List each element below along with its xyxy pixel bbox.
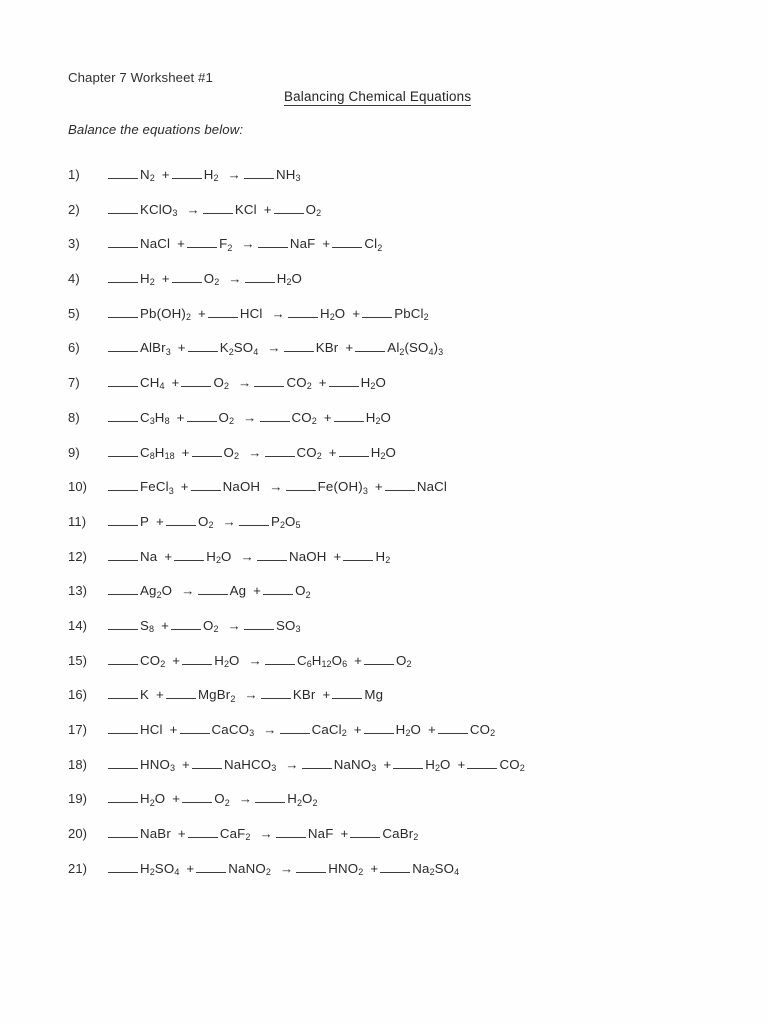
reaction-arrow-icon: → (227, 167, 241, 182)
coefficient-blank[interactable] (332, 687, 362, 699)
chemical-formula: $O_2$ (295, 583, 311, 600)
coefficient-blank[interactable] (108, 236, 138, 248)
plus-sign: + (370, 860, 379, 876)
chemical-formula: $F_2$ (219, 236, 233, 253)
equation-body (108, 574, 316, 609)
equation-number: 4) (68, 271, 80, 287)
chemical-formula: CaCO$_3$ (211, 722, 255, 739)
equation-body (108, 748, 530, 783)
coefficient-blank[interactable] (108, 791, 138, 803)
coefficient-blank[interactable] (362, 306, 392, 318)
equation-number: 7) (68, 375, 80, 391)
coefficient-blank[interactable] (329, 375, 359, 387)
coefficient-blank[interactable] (108, 826, 138, 838)
equation-body (108, 505, 306, 540)
chemical-formula: $CO_2$ (296, 444, 322, 461)
chemical-formula: NaOH (288, 548, 327, 564)
plus-sign: + (354, 652, 363, 668)
plus-sign: + (161, 167, 170, 182)
chemical-formula: $Pb(OH)_2$ (140, 305, 191, 323)
coefficient-blank[interactable] (108, 201, 138, 213)
chemical-formula: $H_2O$ (319, 305, 346, 323)
chemical-formula: FeCl$_3$ (140, 479, 174, 496)
equation-row (0, 366, 768, 401)
coefficient-blank[interactable] (244, 618, 274, 630)
chemical-formula: $CO_2$ (140, 652, 166, 669)
chemical-formula: $N_2$ (140, 167, 155, 184)
reaction-arrow-icon: → (228, 271, 242, 287)
plus-sign: + (156, 513, 164, 529)
chemical-formula: NaF (289, 236, 316, 252)
chemical-formula: $C_8H_{18}$ (140, 444, 175, 461)
coefficient-blank[interactable] (302, 756, 332, 768)
chemical-formula: Mg (364, 687, 384, 703)
coefficient-blank[interactable] (393, 756, 423, 768)
equation-row (0, 748, 768, 783)
plus-sign: + (318, 375, 327, 391)
chemical-formula: NaF (307, 826, 334, 842)
chemical-formula: HCl (239, 305, 263, 321)
chemical-formula: $O_2$ (218, 409, 235, 427)
plus-sign: + (176, 409, 185, 425)
coefficient-blank[interactable] (385, 479, 415, 491)
equation-row (0, 227, 768, 262)
equation-row (0, 470, 768, 505)
chemical-formula: HCl (140, 722, 163, 737)
plus-sign: + (322, 687, 331, 703)
coefficient-blank[interactable] (192, 444, 222, 456)
coefficient-blank[interactable] (261, 687, 291, 699)
chemical-formula: NaBr (140, 826, 171, 842)
reaction-arrow-icon: → (259, 826, 273, 842)
coefficient-blank[interactable] (192, 756, 222, 768)
reaction-arrow-icon: → (238, 375, 252, 391)
coefficient-blank[interactable] (108, 167, 138, 179)
chemical-formula: $C_3H_8$ (140, 409, 170, 427)
plus-sign: + (345, 340, 354, 356)
coefficient-blank[interactable] (180, 722, 210, 734)
plus-sign: + (164, 548, 173, 564)
equation-number: 1) (68, 167, 80, 182)
chemical-formula: $O_2$ (223, 444, 240, 461)
chemical-formula: K (140, 687, 150, 703)
coefficient-blank[interactable] (172, 167, 202, 179)
coefficient-blank[interactable] (296, 861, 326, 873)
chemical-formula: NaHCO$_3$ (223, 756, 277, 774)
chemical-formula: PbCl$_2$ (394, 305, 429, 323)
coefficient-blank[interactable] (108, 410, 138, 422)
equation-body (108, 227, 387, 262)
plus-sign: + (198, 305, 206, 321)
coefficient-blank[interactable] (188, 340, 218, 352)
chemical-formula: $H_2SO_4$ (140, 860, 180, 878)
chemical-formula: $H_2$ (203, 167, 219, 184)
coefficient-blank[interactable] (350, 826, 380, 838)
equation-body (108, 262, 307, 297)
chemical-formula: $H_2O_2$ (287, 791, 318, 808)
coefficient-blank[interactable] (166, 687, 196, 699)
plus-sign: + (186, 860, 195, 876)
equation-number: 21) (68, 860, 88, 876)
plus-sign: + (169, 722, 178, 737)
coefficient-blank[interactable] (108, 514, 138, 526)
chemical-formula: CaCl$_2$ (311, 722, 347, 739)
coefficient-blank[interactable] (239, 514, 269, 526)
equation-number: 10) (68, 479, 88, 495)
coefficient-blank[interactable] (191, 479, 221, 491)
chemical-formula: $P_2O_5$ (270, 513, 301, 531)
coefficient-blank[interactable] (339, 444, 369, 456)
chemical-formula: $H_2O$ (425, 756, 451, 774)
equation-body (108, 540, 395, 575)
coefficient-blank[interactable] (260, 410, 290, 422)
coefficient-blank[interactable] (108, 583, 138, 595)
chemical-formula: $O_2$ (213, 375, 229, 392)
chemical-formula: $H_2O$ (395, 722, 421, 739)
chemical-formula: $Al_2(SO_4)_3$ (387, 340, 444, 357)
plus-sign: + (457, 756, 466, 772)
equation-number: 9) (68, 444, 80, 460)
coefficient-blank[interactable] (257, 548, 287, 560)
coefficient-blank[interactable] (182, 652, 212, 664)
coefficient-blank[interactable] (286, 479, 316, 491)
page-header (68, 70, 708, 104)
plus-sign: + (171, 375, 180, 391)
plus-sign: + (323, 409, 332, 425)
plus-sign: + (427, 722, 436, 737)
chemical-formula: $S_8$ (140, 617, 155, 635)
equation-body (108, 331, 448, 366)
equation-list (0, 158, 768, 886)
equation-number: 12) (68, 548, 88, 564)
chemical-formula: $H_2O$ (370, 444, 397, 461)
equation-row (0, 540, 768, 575)
chemical-formula: $H_2O$ (360, 375, 386, 392)
coefficient-blank[interactable] (171, 618, 201, 630)
coefficient-blank[interactable] (108, 444, 138, 456)
chemical-formula: $H_2$ (375, 548, 391, 565)
coefficient-blank[interactable] (108, 479, 138, 491)
coefficient-blank[interactable] (280, 722, 310, 734)
coefficient-blank[interactable] (288, 306, 318, 318)
coefficient-blank[interactable] (364, 722, 394, 734)
coefficient-blank[interactable] (203, 201, 233, 213)
coefficient-blank[interactable] (274, 201, 304, 213)
equation-row (0, 782, 768, 817)
plus-sign: + (177, 340, 186, 356)
reaction-arrow-icon: → (285, 756, 299, 772)
equation-body (108, 401, 396, 436)
equation-row (0, 401, 768, 436)
equation-row (0, 852, 768, 887)
coefficient-blank[interactable] (380, 861, 410, 873)
chemical-formula: $HNO_2$ (328, 860, 364, 878)
equation-body (108, 470, 452, 505)
coefficient-blank[interactable] (255, 791, 285, 803)
coefficient-blank[interactable] (364, 652, 394, 664)
coefficient-blank[interactable] (187, 410, 217, 422)
chemical-formula: NaNO$_2$ (228, 860, 271, 878)
reaction-arrow-icon: → (279, 860, 294, 876)
reaction-arrow-icon: → (271, 305, 285, 321)
equation-body (108, 644, 417, 679)
equation-row (0, 436, 768, 471)
equation-row (0, 505, 768, 540)
equation-row (0, 262, 768, 297)
reaction-arrow-icon: → (244, 687, 258, 703)
coefficient-blank[interactable] (108, 340, 138, 352)
coefficient-blank[interactable] (263, 583, 293, 595)
worksheet-label: Chapter 7 Worksheet #1 (68, 70, 213, 85)
chemical-formula: CaF$_2$ (219, 826, 251, 843)
chemical-formula: $H_2O$ (214, 652, 240, 669)
coefficient-blank[interactable] (334, 410, 364, 422)
coefficient-blank[interactable] (108, 652, 138, 664)
chemical-formula: CaBr$_2$ (382, 826, 419, 843)
coefficient-blank[interactable] (108, 756, 138, 768)
plus-sign: + (340, 826, 349, 842)
chemical-formula: $K_2SO_4$ (219, 340, 259, 357)
coefficient-blank[interactable] (265, 444, 295, 456)
equation-number: 6) (68, 340, 80, 356)
equation-row (0, 817, 768, 852)
chemical-formula: NaNO$_3$ (333, 756, 377, 774)
chemical-formula: $Cl_2$ (364, 236, 383, 253)
coefficient-blank[interactable] (188, 826, 218, 838)
plus-sign: + (177, 236, 186, 252)
chemical-formula: $H_2O$ (276, 271, 302, 288)
plus-sign: + (180, 479, 189, 495)
coefficient-blank[interactable] (332, 236, 362, 248)
plus-sign: + (383, 756, 392, 772)
chemical-formula: $CO_2$ (469, 722, 496, 739)
chemical-formula: $O_2$ (214, 791, 230, 808)
chemical-formula: $Fe(OH)_3$ (317, 479, 368, 496)
chemical-formula: $Na_2SO_4$ (412, 860, 460, 878)
equation-number: 16) (68, 687, 88, 703)
coefficient-blank[interactable] (258, 236, 288, 248)
reaction-arrow-icon: → (241, 236, 255, 252)
coefficient-blank[interactable] (265, 652, 295, 664)
chemical-formula: KBr (292, 687, 316, 703)
plus-sign: + (333, 548, 342, 564)
equation-number: 3) (68, 236, 80, 252)
coefficient-blank[interactable] (438, 722, 468, 734)
chemical-formula: $NH_3$ (275, 167, 301, 184)
coefficient-blank[interactable] (244, 167, 274, 179)
equation-number: 14) (68, 617, 88, 633)
reaction-arrow-icon: → (267, 340, 281, 356)
equation-row (0, 678, 768, 713)
reaction-arrow-icon: → (181, 583, 195, 599)
reaction-arrow-icon: → (238, 791, 253, 807)
coefficient-blank[interactable] (208, 306, 238, 318)
reaction-arrow-icon: → (248, 652, 262, 668)
chemical-formula: NaCl (416, 479, 447, 495)
coefficient-blank[interactable] (254, 375, 284, 387)
reaction-arrow-icon: → (263, 722, 277, 737)
equation-number: 8) (68, 409, 80, 425)
chemical-formula: $O_2$ (197, 513, 214, 531)
plus-sign: + (353, 722, 362, 737)
chemical-formula: $C_6H_{12}O_6$ (296, 652, 348, 669)
instruction-text: Balance the equations below: (68, 122, 244, 137)
equation-number: 13) (68, 583, 88, 599)
reaction-arrow-icon: → (269, 479, 283, 495)
chemical-formula: $O_2$ (203, 271, 220, 288)
coefficient-blank[interactable] (108, 271, 138, 283)
equation-body (108, 297, 434, 332)
chemical-formula: $O_2$ (305, 201, 322, 219)
coefficient-blank[interactable] (343, 548, 373, 560)
reaction-arrow-icon: → (240, 548, 254, 564)
equation-row (0, 644, 768, 679)
coefficient-blank[interactable] (108, 722, 138, 734)
reaction-arrow-icon: → (227, 617, 241, 633)
equation-number: 17) (68, 722, 88, 737)
equation-number: 2) (68, 201, 80, 217)
coefficient-blank[interactable] (182, 791, 212, 803)
equation-body (108, 366, 391, 401)
coefficient-blank[interactable] (174, 548, 204, 560)
chemical-formula: P (140, 513, 150, 529)
equation-number: 18) (68, 756, 88, 772)
chemical-formula: $CO_2$ (286, 375, 312, 392)
coefficient-blank[interactable] (108, 687, 138, 699)
equation-number: 5) (68, 305, 80, 321)
coefficient-blank[interactable] (166, 514, 196, 526)
chemical-formula: $O_2$ (396, 652, 412, 669)
plus-sign: + (161, 617, 169, 633)
equation-body (108, 678, 388, 713)
reaction-arrow-icon: → (186, 201, 200, 217)
plus-sign: + (253, 583, 262, 599)
equation-row (0, 331, 768, 366)
coefficient-blank[interactable] (108, 306, 138, 318)
plus-sign: + (181, 444, 190, 460)
chemical-formula: $H_2O$ (365, 409, 391, 427)
chemical-formula: MgBr$_2$ (197, 687, 236, 704)
plus-sign: + (172, 791, 181, 807)
chemical-formula: $HNO_3$ (140, 756, 176, 774)
chemical-formula: $CO_2$ (291, 409, 317, 427)
equation-row (0, 297, 768, 332)
equation-body (108, 782, 323, 817)
chemical-formula: AlBr$_3$ (140, 340, 171, 357)
coefficient-blank[interactable] (108, 861, 138, 873)
chemical-formula: $H_2O$ (206, 548, 232, 565)
equation-number: 19) (68, 791, 88, 807)
coefficient-blank[interactable] (245, 271, 275, 283)
chemical-formula: NaCl (140, 236, 171, 252)
coefficient-blank[interactable] (198, 583, 228, 595)
equation-body (108, 713, 500, 748)
coefficient-blank[interactable] (181, 375, 211, 387)
equation-body (108, 852, 464, 887)
equation-number: 20) (68, 826, 88, 842)
plus-sign: + (161, 271, 170, 287)
coefficient-blank[interactable] (172, 271, 202, 283)
equation-body (108, 158, 306, 193)
chemical-formula: $CO_2$ (499, 756, 525, 774)
equation-body (108, 609, 306, 644)
plus-sign: + (172, 652, 181, 668)
coefficient-blank[interactable] (108, 548, 138, 560)
chemical-formula: $Ag_2O$ (140, 583, 173, 600)
equation-row (0, 574, 768, 609)
plus-sign: + (182, 756, 190, 772)
chemical-formula: Na (140, 548, 158, 564)
coefficient-blank[interactable] (187, 236, 217, 248)
coefficient-blank[interactable] (467, 756, 497, 768)
coefficient-blank[interactable] (355, 340, 385, 352)
plus-sign: + (322, 236, 331, 252)
coefficient-blank[interactable] (284, 340, 314, 352)
equation-body (108, 817, 423, 852)
plus-sign: + (177, 826, 186, 842)
equation-row (0, 193, 768, 228)
plus-sign: + (328, 444, 337, 460)
coefficient-blank[interactable] (276, 826, 306, 838)
chemical-formula: NaOH (222, 479, 261, 495)
chemical-formula: KClO$_3$ (140, 201, 178, 219)
equation-body (108, 436, 401, 471)
reaction-arrow-icon: → (243, 409, 257, 425)
equation-body (108, 193, 326, 228)
chemical-formula: KCl (234, 201, 257, 217)
chemical-formula: $SO_3$ (275, 617, 301, 635)
chemical-formula: KBr (315, 340, 339, 356)
coefficient-blank[interactable] (196, 861, 226, 873)
equation-row (0, 713, 768, 748)
chemical-formula: $CH_4$ (140, 375, 165, 392)
coefficient-blank[interactable] (108, 375, 138, 387)
chemical-formula: $H_2$ (140, 271, 155, 288)
reaction-arrow-icon: → (222, 513, 236, 529)
plus-sign: + (374, 479, 383, 495)
plus-sign: + (352, 305, 361, 321)
plus-sign: + (263, 201, 272, 217)
equation-number: 11) (68, 513, 87, 529)
page-title: Balancing Chemical Equations (284, 89, 472, 104)
coefficient-blank[interactable] (108, 618, 138, 630)
reaction-arrow-icon: → (248, 444, 262, 460)
equation-row (0, 609, 768, 644)
equation-number: 15) (68, 652, 88, 668)
plus-sign: + (156, 687, 164, 703)
chemical-formula: Ag (229, 583, 247, 599)
chemical-formula: $H_2O$ (140, 791, 166, 808)
equation-row (0, 158, 768, 193)
chemical-formula: $O_2$ (202, 617, 219, 635)
